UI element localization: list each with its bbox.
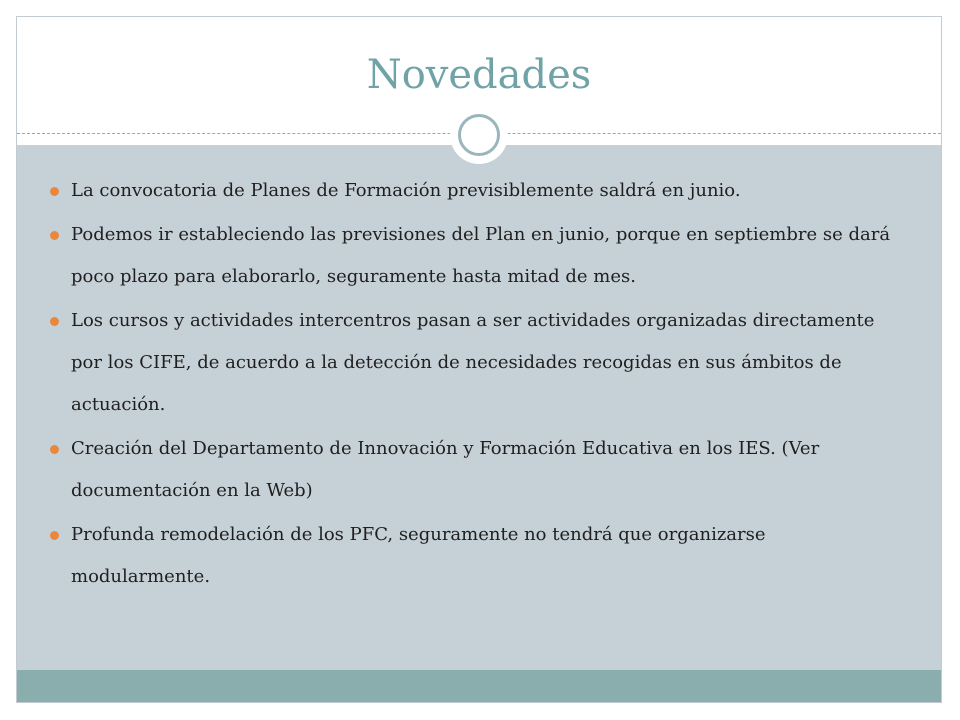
bullet-item-5: [50, 514, 910, 598]
bullet-item-4: [50, 428, 910, 512]
circle-ornament-icon: [450, 106, 508, 164]
slide-title: Novedades: [366, 52, 592, 98]
bullet-dot-icon: [50, 531, 59, 540]
bullet-text: Los cursos y actividades intercentros pasan a ser actividades organizadas directamente por los CIFE, de acuerdo a la detección de necesidades recogidas en sus ámbitos de actuación.: [71, 310, 875, 415]
bullet-text: La convocatoria de Planes de Formación previsiblemente saldrá en junio.: [71, 180, 741, 201]
bullet-text: Creación del Departamento de Innovación y Formación Educativa en los IES. (Ver documentación en la Web): [71, 438, 820, 501]
bullet-list: [50, 170, 910, 600]
bullet-item-2: [50, 214, 910, 298]
bullet-text: Profunda remodelación de los PFC, seguramente no tendrá que organizarse modularmente.: [71, 524, 766, 587]
bullet-dot-icon: [50, 445, 59, 454]
bullet-item-3: [50, 300, 910, 426]
bullet-text: Podemos ir estableciendo las previsiones del Plan en junio, porque en septiembre se dará poco plazo para elaborarlo, seguramente hasta mitad de mes.: [71, 224, 891, 287]
bullet-dot-icon: [50, 187, 59, 196]
bullet-dot-icon: [50, 231, 59, 240]
circle-ornament-inner: [458, 114, 500, 156]
bullet-item-1: [50, 170, 910, 212]
bullet-dot-icon: [50, 317, 59, 326]
footer-band: [17, 670, 941, 702]
